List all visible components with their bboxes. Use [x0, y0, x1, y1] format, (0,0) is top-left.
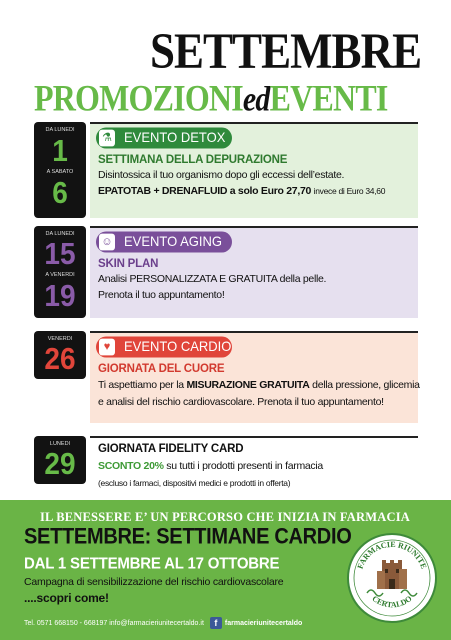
- event-cardio: [34, 331, 418, 423]
- event-detox: [34, 122, 418, 218]
- date-label: LUNEDI: [49, 441, 71, 447]
- event-title: GIORNATA DEL CUORE: [98, 363, 225, 375]
- subtitle-ed: ed: [242, 80, 270, 119]
- discount-rest: su tutti i prodotti presenti in farmacia: [163, 460, 323, 472]
- banner-text: Campagna di sensibilizzazione del rischio cardiovascolare: [24, 576, 284, 588]
- footer-contacts: [24, 617, 302, 629]
- date-from-label: DA LUNEDI: [45, 127, 75, 133]
- event-line-1: Disintossica il tuo organismo dopo gli eccessi dell’estate.: [98, 169, 345, 181]
- contact-info: Tel. 0571 668150 - 668197 info@farmacieriunitecertaldo.it: [24, 619, 204, 627]
- page-subtitle: [34, 76, 424, 120]
- date-label: VENERDI: [47, 336, 73, 342]
- pill-label: EVENTO AGING: [124, 233, 223, 250]
- free-measurement-text: MISURAZIONE GRATUITA: [186, 379, 310, 391]
- date-to-label: A VENERDI: [45, 272, 75, 278]
- event-fidelity: [34, 436, 418, 492]
- date-to-label: A SABATO: [46, 169, 74, 175]
- event-title: GIORNATA FIDELITY CARD: [98, 443, 244, 455]
- banner-dates: DAL 1 SETTEMBRE AL 17 OTTOBRE: [24, 555, 280, 573]
- date-from-number: 1: [52, 133, 68, 168]
- event-pill: [96, 337, 232, 358]
- text-post: della pressione, glicemia: [309, 379, 420, 391]
- event-aging: [34, 226, 418, 318]
- event-line-2: e analisi del rischio cardiovascolare. Prenota il tuo appuntamento!: [98, 396, 384, 408]
- event-line-2: Prenota il tuo appuntamento!: [98, 289, 225, 301]
- date-to-number: 6: [52, 175, 68, 210]
- text-pre: Ti aspettiamo per la: [98, 379, 187, 391]
- subtitle-eventi: EVENTI: [269, 77, 388, 119]
- date-box: [34, 122, 86, 218]
- face-icon: ☺: [99, 234, 115, 251]
- banner-cta: ....scopri come!: [24, 591, 109, 605]
- pill-label: EVENTO CARDIO: [124, 338, 232, 355]
- event-title: SETTIMANA DELLA DEPURAZIONE: [98, 154, 288, 166]
- date-to-number: 19: [44, 278, 76, 313]
- logo-bottom-text: CERTALDO: [370, 593, 414, 610]
- pill-label: EVENTO DETOX: [124, 129, 226, 146]
- event-line-2: (escluso i farmaci, dispositivi medici e prodotti in offerta): [98, 478, 291, 488]
- subtitle-promozioni: PROMOZIONI: [34, 77, 243, 119]
- date-box: [34, 226, 86, 318]
- pharmacy-logo: [347, 533, 437, 623]
- date-from-label: DA LUNEDI: [45, 231, 75, 237]
- heart-icon: ♥: [99, 339, 115, 356]
- banner-slogan: IL BENESSERE E’ UN PERCORSO CHE INIZIA IN FARMACIA: [39, 510, 411, 524]
- detox-bottle-icon: ⚗: [99, 130, 115, 147]
- event-line-2: [98, 184, 385, 199]
- event-pill: [96, 232, 232, 253]
- event-panel: [90, 331, 418, 423]
- event-panel: [90, 226, 418, 318]
- facebook-icon: f: [210, 617, 222, 629]
- date-box: [34, 436, 86, 484]
- date-from-number: 15: [44, 236, 76, 271]
- facebook-page: farmacieriunitecertaldo: [224, 619, 303, 627]
- date-number: 29: [44, 446, 76, 481]
- date-box: [34, 331, 86, 379]
- date-number: 26: [44, 341, 76, 376]
- old-price-text: invece di Euro 34,60: [313, 186, 386, 196]
- offer-text: EPATOTAB + DRENAFLUID a solo Euro 27,70: [98, 185, 312, 197]
- banner-title: SETTEMBRE: SETTIMANE CARDIO: [24, 525, 352, 550]
- event-line-1: [98, 378, 420, 393]
- event-line-1: Analisi PERSONALIZZATA E GRATUITA della pelle.: [98, 273, 327, 285]
- event-line-1: [98, 459, 323, 474]
- event-title: SKIN PLAN: [98, 258, 159, 270]
- logo-top-text: FARMACIE RIUNITE: [355, 539, 429, 571]
- event-pill: [96, 128, 232, 149]
- page-title: SETTEMBRE: [150, 23, 422, 80]
- event-panel: [90, 122, 418, 218]
- discount-text: SCONTO 20%: [98, 460, 164, 472]
- event-panel: [90, 436, 418, 492]
